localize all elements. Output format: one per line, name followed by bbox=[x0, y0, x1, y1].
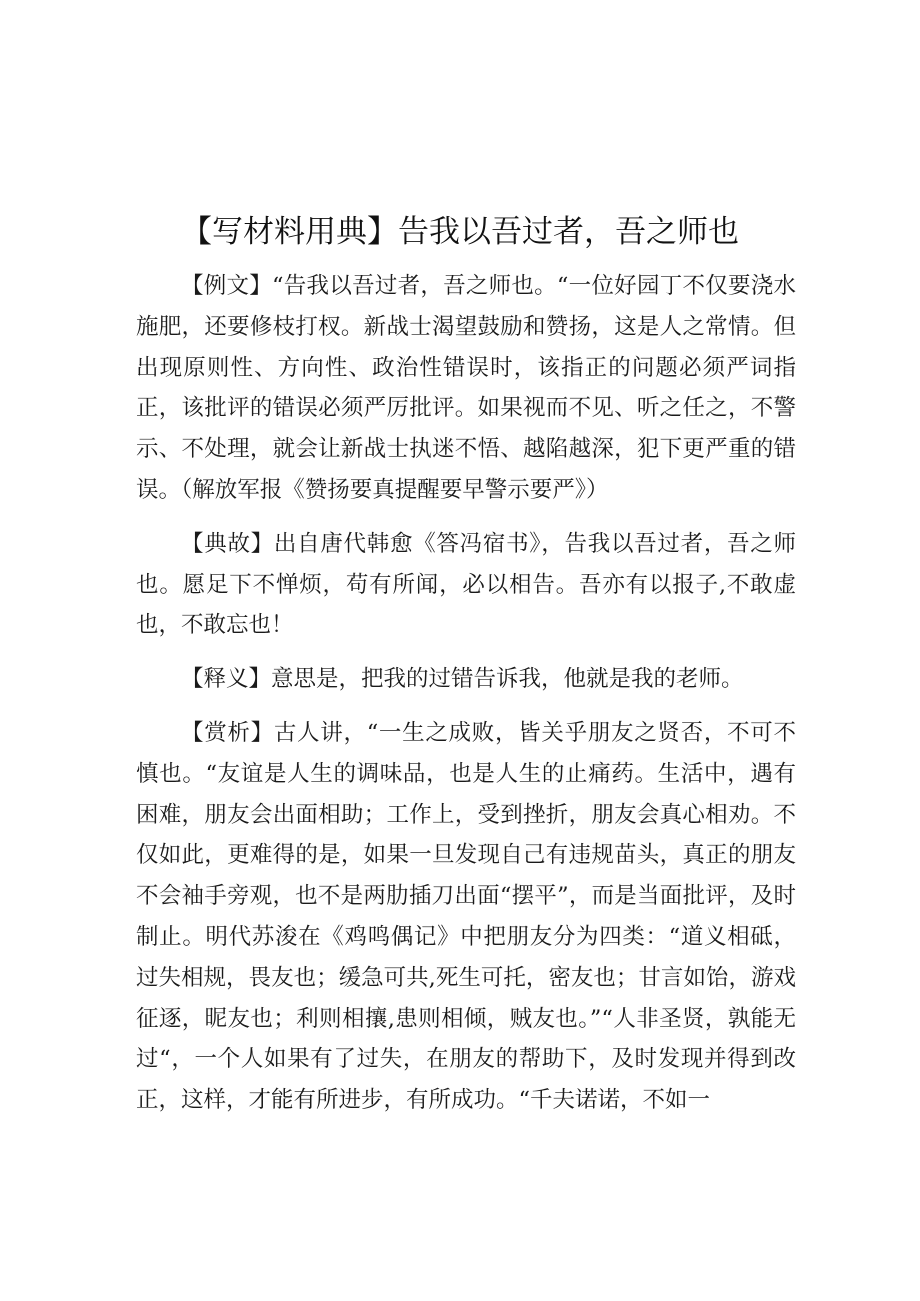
document-body bbox=[136, 266, 796, 1121]
paragraph-meaning: 【释义】意思是，把我的过错告诉我，他就是我的老师。 bbox=[181, 666, 744, 693]
paragraph-allusion: 【典故】出自唐代韩愈《答冯宿书》，告我以吾过者，吾之师也。愿足下不惮烦，苟有所闻，必以相告。吾亦有以报子,不敢虚也，不敢忘也！ bbox=[136, 530, 796, 639]
paragraph-appreciation: 【赏析】古人讲，“一生之成败，皆关乎朋友之贤否，不可不慎也。“友谊是人生的调味品，也是人生的止痛药。生活中，遇有困难，朋友会出面相助；工作上，受到挫折，朋友会真心相劝。不仅如此，更难得的是，如果一旦发现自己有违规苗头，真正的朋友不会袖手旁观，也不是两肋插刀出面“摆平”，而是当面批评，及时制止。明代苏浚在《鸡鸣偶记》中把朋友分为四类：“道义相砥，过失相规，畏友也；缓急可共,死生可托，密友也；甘言如饴，游戏征逐，昵友也；利则相攘,患则相倾，贼友也。”“人非圣贤，孰能无过“，一个人如果有了过失，在朋友的帮助下，及时发现并得到改正，这样，才能有所进步，有所成功。“千夫诺诺，不如一 bbox=[136, 719, 796, 1114]
paragraph-example: 【例文】“告我以吾过者，吾之师也。“一位好园丁不仅要浇水施肥，还要修枝打杈。新战士渴望鼓励和赞扬，这是人之常情。但出现原则性、方向性、政治性错误时，该指正的问题必须严词指正，该批评的错误必须严厉批评。如果视而不见、听之任之，不警示、不处理，就会让新战士执迷不悟、越陷越深，犯下更严重的错误。（解放军报《赞扬要真提醒要早警示要严》） bbox=[136, 273, 796, 503]
document-title: 【写材料用典】告我以吾过者，吾之师也 bbox=[181, 214, 739, 250]
